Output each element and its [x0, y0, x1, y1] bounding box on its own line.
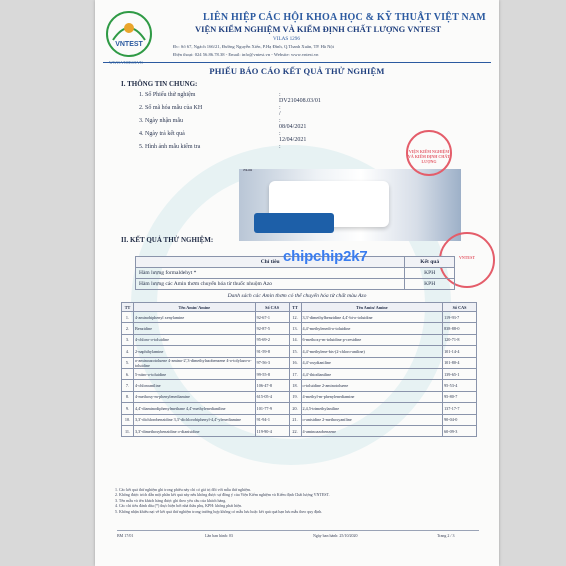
table-cell: 106-47-8 [255, 380, 289, 391]
table-cell: 18. [289, 380, 301, 391]
stamp-text: VNTEST [458, 254, 475, 260]
sample-package [254, 213, 334, 233]
table-row [122, 323, 477, 334]
footer-form: BM 17/01 [117, 533, 134, 538]
footer-divider [117, 530, 479, 531]
table-cell: 4,4'-methylene-bis-(2-chloro-aniline) [301, 346, 443, 357]
table-cell: 119-90-4 [255, 425, 289, 436]
info-label: 1. Số Phiếu thử nghiệm [139, 92, 196, 98]
table-cell: KPH [405, 268, 455, 279]
table-cell: 95-80-7 [443, 391, 477, 402]
table-row [122, 380, 477, 391]
table-cell: 615-05-4 [255, 391, 289, 402]
info-value: : 12/04/2021 [279, 131, 307, 143]
table-cell: 11. [122, 425, 134, 436]
table-cell: 4-chloroaniline [133, 380, 255, 391]
column-header: Chỉ tiêu [136, 257, 405, 268]
photo-label: Mẫu [243, 169, 253, 173]
table-cell: 137-17-7 [443, 403, 477, 414]
table-cell: 92-87-5 [255, 323, 289, 334]
table-cell: 101-14-4 [443, 346, 477, 357]
table-cell: 3. [122, 334, 134, 345]
table-cell: 20. [289, 403, 301, 414]
table-cell: 6. [122, 368, 134, 379]
table-cell: 838-88-0 [443, 323, 477, 334]
table-cell: 6-methoxy-m-toluidine p-cresidine [301, 334, 443, 345]
table-cell: 4,4'-oxydianiline [301, 357, 443, 368]
report-title: PHIẾU BÁO CÁO KẾT QUẢ THỬ NGHIỆM [209, 66, 385, 76]
table-cell: 97-56-3 [255, 357, 289, 368]
table-cell: 21. [289, 414, 301, 425]
table-cell: 91-94-1 [255, 414, 289, 425]
column-header: Số CAS [255, 303, 289, 312]
info-value: : / [279, 105, 281, 117]
table-cell: 90-04-0 [443, 414, 477, 425]
info-label: 3. Ngày nhận mẫu [139, 118, 183, 124]
table-cell: 91-59-8 [255, 346, 289, 357]
header-divider [103, 62, 491, 63]
table-cell: 16. [289, 357, 301, 368]
table-cell: 101-77-9 [255, 403, 289, 414]
footer-date: Ngày ban hành: 25/10/2020 [313, 533, 358, 538]
table-cell: 8. [122, 391, 134, 402]
vntest-logo-icon [105, 10, 153, 58]
info-value: : DV210408.03/01 [279, 92, 321, 104]
table-cell: 15. [289, 346, 301, 357]
table-cell: 4-methyl-m-phenylenediamine [301, 391, 443, 402]
column-header: Số CAS [443, 303, 477, 312]
footnote: 2. Không được trích dẫn một phần kết quả này nếu không được sự đồng ý của Viện Kiểm nghiệm và Kiểm định Chất lượng VNTEST. [115, 492, 330, 498]
table-cell: 7. [122, 380, 134, 391]
sample-photo [239, 169, 461, 241]
footnote: 3. Tên mẫu và tên khách hàng được ghi theo yêu cầu của khách hàng. [115, 497, 227, 503]
info-value: : 08/04/2021 [279, 118, 307, 130]
footnote: 1. Các kết quả thử nghiệm ghi trong phiếu này chỉ có giá trị đối với mẫu thử nghiệm. [115, 487, 251, 492]
logo-text: VNTEST [115, 41, 143, 48]
table-cell: 139-65-1 [443, 368, 477, 379]
org-address: Đc: Số 67, Ngách 166/21, Đường Nguyễn Xiển, P.Hạ Đình, Q.Thanh Xuân, TP. Hà Nội [173, 44, 335, 49]
table-cell: 3,3'-dimethoxybenzidine o-dianisidine [133, 425, 255, 436]
table-cell: 119-93-7 [443, 312, 477, 323]
stamp-text: VIỆN KIỂM NGHIỆM VÀ KIỂM ĐỊNH CHẤT LƯỢNG [408, 148, 450, 164]
table-cell: 4-chloro-o-toluidine [133, 334, 255, 345]
table-cell: 92-67-1 [255, 312, 289, 323]
table-cell: 4. [122, 346, 134, 357]
table-cell: 5-nitro-o-toluidine [133, 368, 255, 379]
table-row [122, 346, 477, 357]
table-cell: 4-aminoazobenzene [301, 425, 443, 436]
info-label: 4. Ngày trả kết quả [139, 131, 185, 137]
table-cell: 2,4,5-trimethylaniline [301, 403, 443, 414]
column-header: Tên Amin/ Amine [133, 303, 255, 312]
table-cell: 13. [289, 323, 301, 334]
table-cell: KPH [405, 279, 455, 290]
footer-issue: Lần ban hành: 03 [205, 533, 233, 538]
table-cell: o-toluidine 2-aminotoluene [301, 380, 443, 391]
table-row [122, 414, 477, 425]
footnotes [115, 487, 485, 514]
footnote: 5. Không nhận khiếu nại về kết quả thử nghiệm trong trường hợp không có mẫu lưu hoặc kết quả quá hạn lưu mẫu theo quy định. [115, 508, 323, 514]
table-cell: 22. [289, 425, 301, 436]
table-cell: Benzidine [133, 323, 255, 334]
table-cell: 60-09-3 [443, 425, 477, 436]
letterhead [103, 8, 491, 62]
table-cell: 101-80-4 [443, 357, 477, 368]
info-value: : [279, 144, 281, 150]
table-cell: 120-71-8 [443, 334, 477, 345]
column-header: Kết quả [405, 257, 455, 268]
table-cell: Hàm lượng formaldehyt * [136, 268, 405, 279]
table-header-row [122, 303, 477, 312]
table-cell: 5. [122, 357, 134, 368]
table-cell: 99-55-8 [255, 368, 289, 379]
amine-table [121, 302, 477, 437]
table-cell: 4-methoxy-m-phenylenediamine [133, 391, 255, 402]
table-cell: 14. [289, 334, 301, 345]
amine-caption: Danh sách các Amin thơm có thể chuyển hóa từ chất màu Azo [227, 293, 367, 299]
info-label: 2. Số mã hóa mẫu của KH [139, 105, 203, 111]
amine-table-body [122, 312, 477, 437]
table-row [122, 391, 477, 402]
table-row [136, 279, 455, 290]
table-row [122, 334, 477, 345]
table-cell: 2-naphthylamine [133, 346, 255, 357]
overlay-watermark-text: chipchip2k7 [283, 248, 368, 265]
table-cell: Hàm lượng các Amin thơm chuyển hóa từ thuốc nhuộm Azo [136, 279, 405, 290]
table-cell: 4,4'-methylenedi-o-toluidine [301, 323, 443, 334]
table-cell: 95-69-2 [255, 334, 289, 345]
table-cell: 4,4'-diaminodiphenylmethane 4,4'-methylenedianiline [133, 403, 255, 414]
info-label: 5. Hình ảnh mẫu kiểm tra [139, 144, 201, 150]
table-row [122, 312, 477, 323]
column-header: TT [122, 303, 134, 312]
org-line1: LIÊN HIỆP CÁC HỘI KHOA HỌC & KỸ THUẬT VIỆT NAM [203, 12, 486, 23]
report-page [95, 0, 499, 566]
footer-page: Trang 2 / 3 [437, 533, 455, 538]
table-cell: 95-53-4 [443, 380, 477, 391]
table-cell: 1. [122, 312, 134, 323]
section2-heading: II. KẾT QUẢ THỬ NGHIỆM: [121, 236, 214, 244]
table-cell: 12. [289, 312, 301, 323]
column-header: Tên Amin/ Amine [301, 303, 443, 312]
table-row [136, 268, 455, 279]
table-cell: 9. [122, 403, 134, 414]
table-cell: 19. [289, 391, 301, 402]
table-row [122, 425, 477, 436]
footnote: 4. Các chỉ tiêu đánh dấu (*) thực hiện bởi nhà thầu phụ, KPH: không phát hiện. [115, 503, 243, 509]
table-cell: 17. [289, 368, 301, 379]
table-cell: 3,3'-dimethylbenzidine 4,4'-bi-o-toluidine [301, 312, 443, 323]
table-cell: 10. [122, 414, 134, 425]
official-stamp [406, 130, 452, 176]
table-cell: 2. [122, 323, 134, 334]
table-cell: 4-aminobiphenyl xenylamine [133, 312, 255, 323]
org-contact: Điện thoại: 024 56.86.78.38 - Email: info@vntest.vn - Website: www.vntest.vn [173, 52, 319, 57]
table-row [122, 357, 477, 368]
table-cell: 3,3'-dichlorobenzidine 3,3'-dichlorobiphenyl-4,4'-ylenediamine [133, 414, 255, 425]
table-row [122, 403, 477, 414]
table-cell: 4,4'-thiodianiline [301, 368, 443, 379]
table-cell: o-anisidine 2-methoxyaniline [301, 414, 443, 425]
table-row [122, 368, 477, 379]
table-cell: o-aminoazotoluene 4-amino-2',3-dimethylazobenzene 4-o-tolylazo-o-toluidine [133, 357, 255, 368]
column-header: TT [289, 303, 301, 312]
section1-heading: I. THÔNG TIN CHUNG: [121, 80, 198, 88]
org-line2: VIỆN KIỂM NGHIỆM VÀ KIỂM ĐỊNH CHẤT LƯỢNG VNTEST [195, 24, 442, 34]
org-line3: VILAS 1296 [273, 36, 300, 42]
